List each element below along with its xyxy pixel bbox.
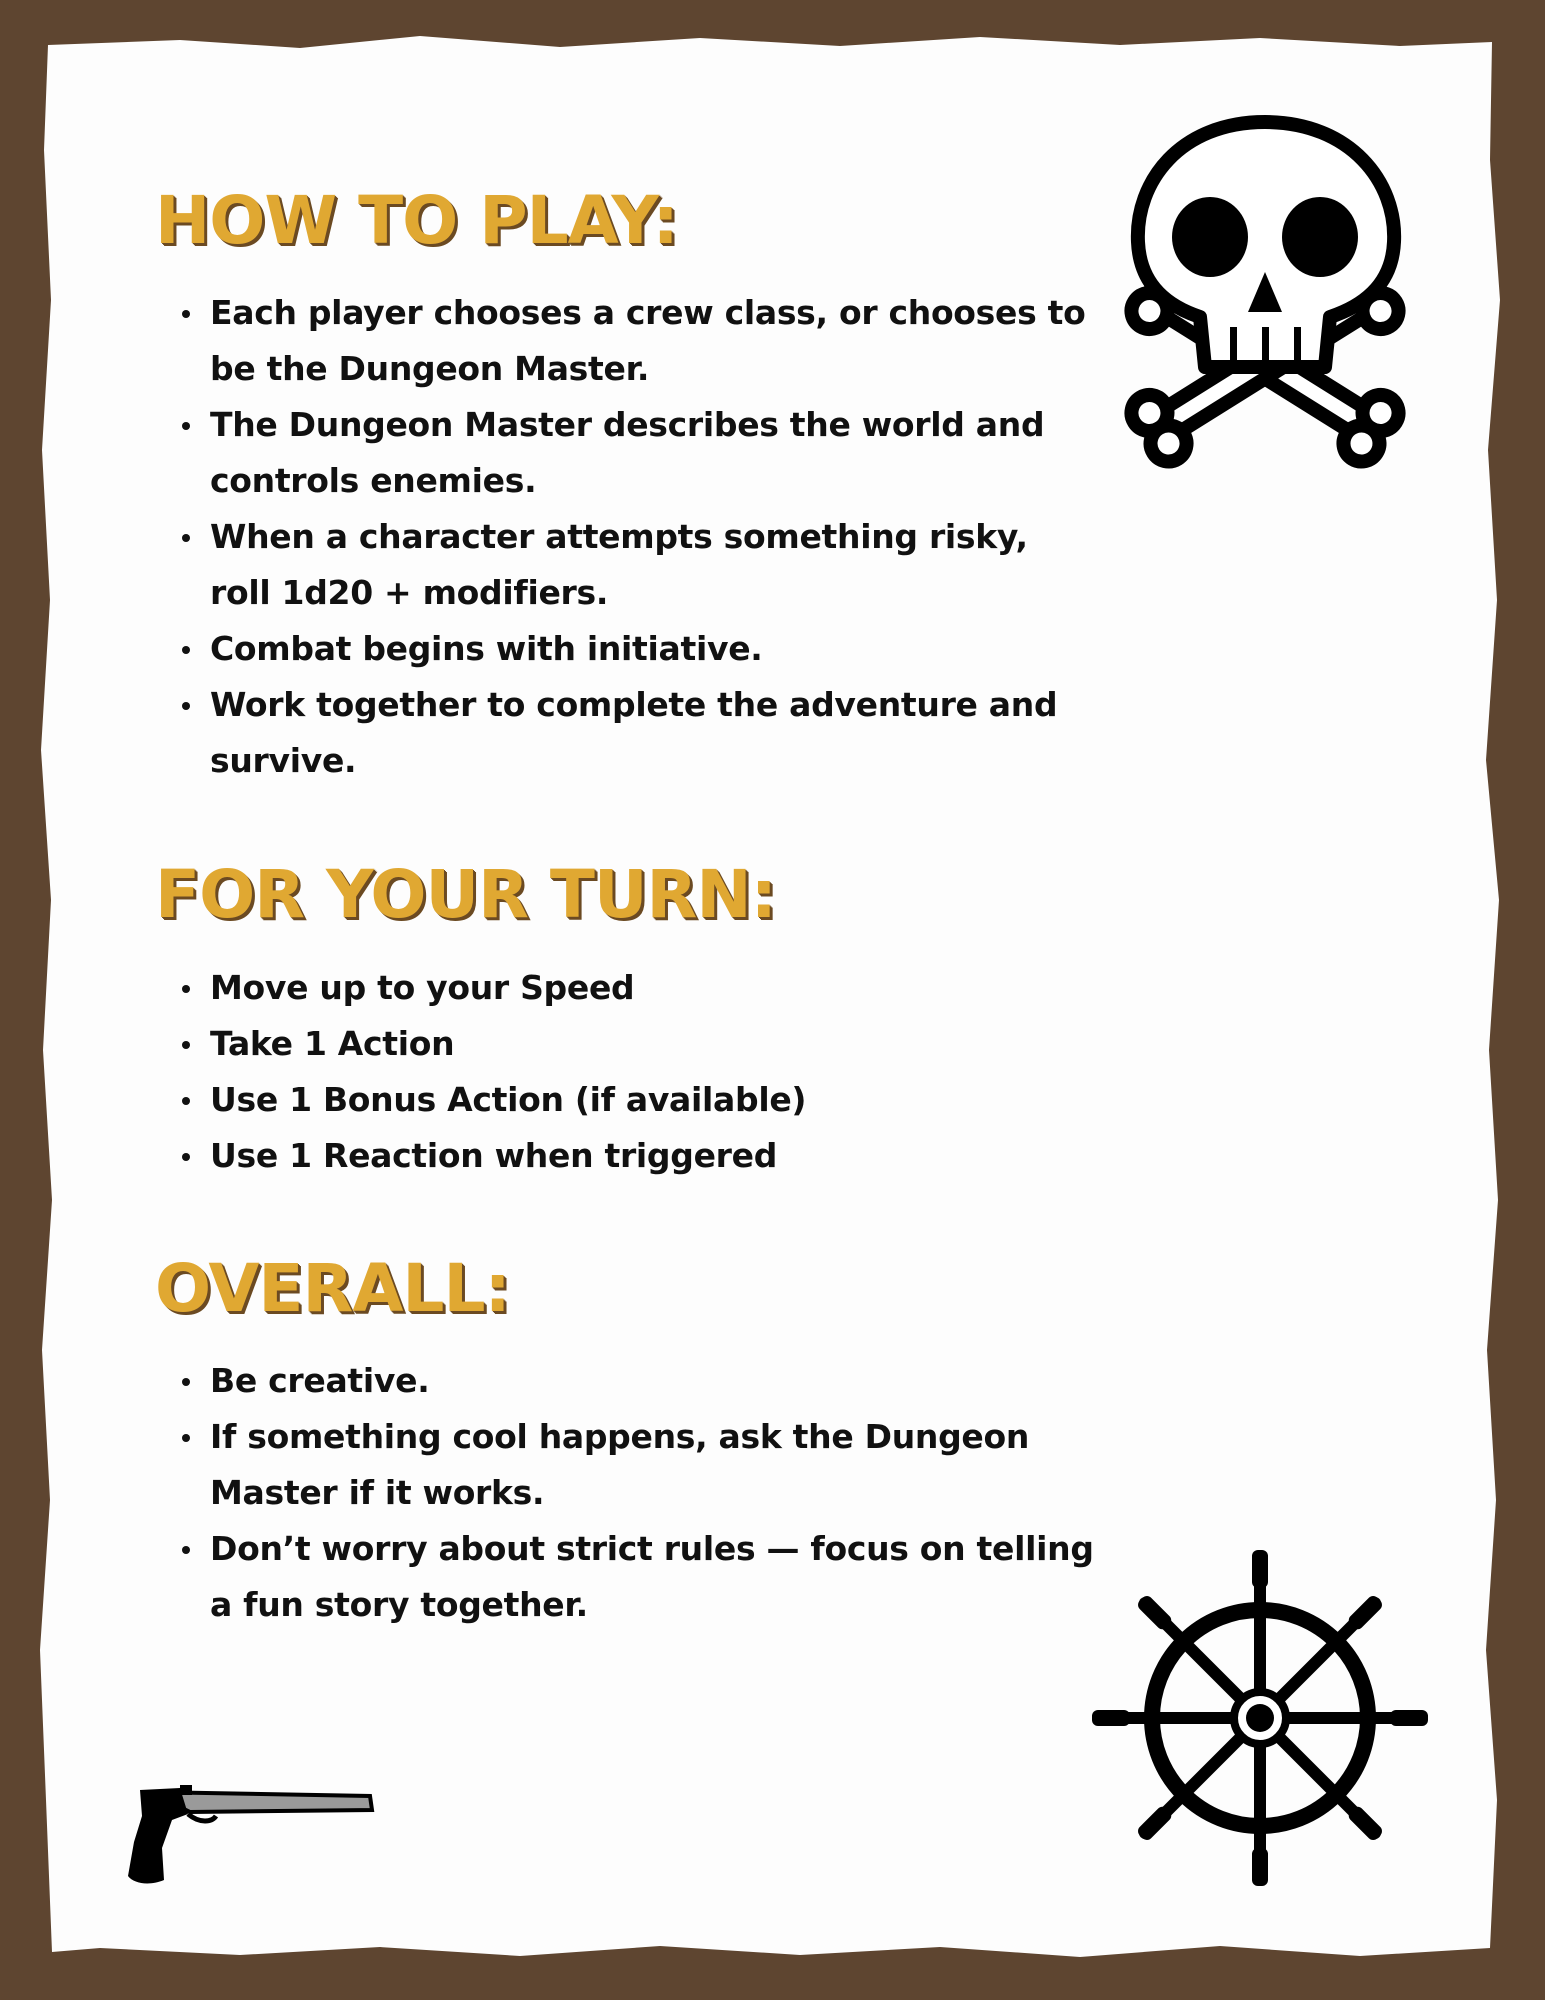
for-your-turn-item: Use 1 Reaction when triggered (210, 1128, 1095, 1184)
ship-wheel-icon (1090, 1548, 1430, 1888)
overall-item: Don’t worry about strict rules — focus on telling a fun story together. (210, 1521, 1095, 1633)
for-your-turn-item: Take 1 Action (210, 1016, 1095, 1072)
overall-list (165, 1353, 1095, 1633)
overall-item: Be creative. (210, 1353, 1095, 1409)
overall-item: If something cool happens, ask the Dungeon Master if it works. (210, 1409, 1095, 1521)
how-to-play-heading: HOW TO PLAY: (155, 182, 678, 259)
how-to-play-item: Work together to complete the adventure and survive. (210, 677, 1095, 789)
overall-heading: OVERALL: (155, 1250, 510, 1327)
how-to-play-item: Combat begins with initiative. (210, 621, 1095, 677)
how-to-play-item: Each player chooses a crew class, or chooses to be the Dungeon Master. (210, 285, 1095, 397)
how-to-play-list (165, 285, 1095, 789)
flintlock-pistol-icon (120, 1780, 380, 1895)
how-to-play-item: The Dungeon Master describes the world and controls enemies. (210, 397, 1095, 509)
for-your-turn-item: Move up to your Speed (210, 960, 1095, 1016)
how-to-play-item: When a character attempts something risky, roll 1d20 + modifiers. (210, 509, 1095, 621)
skull-and-crossbones-icon (1110, 112, 1420, 472)
for-your-turn-list (165, 960, 1095, 1184)
for-your-turn-item: Use 1 Bonus Action (if available) (210, 1072, 1095, 1128)
for-your-turn-heading: FOR YOUR TURN: (155, 856, 776, 933)
